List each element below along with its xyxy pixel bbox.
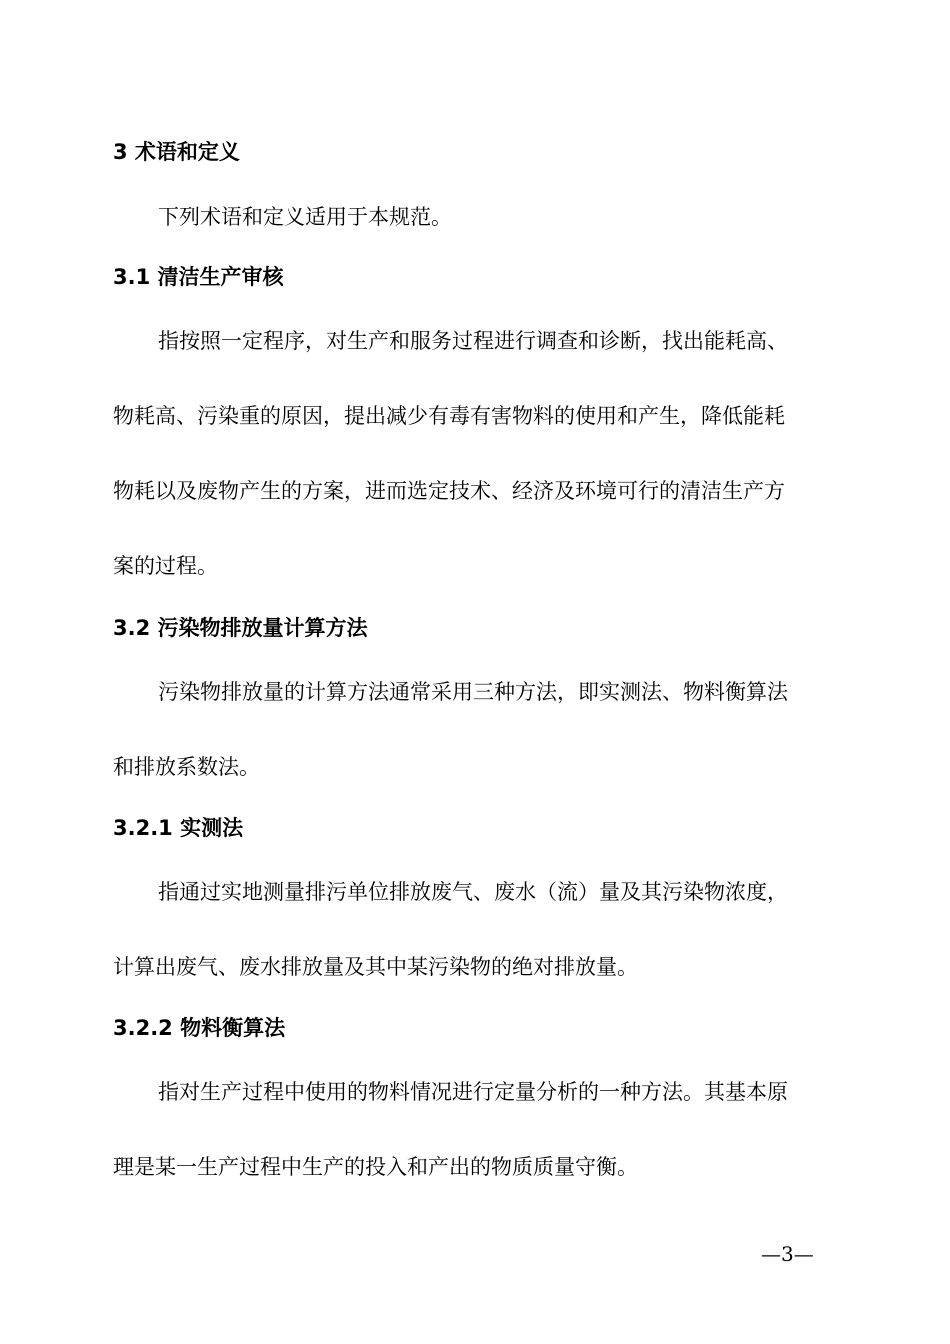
paragraph-line: 案的过程。 [113,554,218,578]
section-heading-3: 3 术语和定义 [113,140,240,164]
paragraph-line: 物耗以及废物产生的方案，进而选定技术、经济及环境可行的清洁生产方 [113,479,785,503]
section-heading-3-2-1: 3.2.1 实测法 [113,816,244,840]
paragraph-line: 计算出废气、废水排放量及其中某污染物的绝对排放量。 [113,955,638,979]
paragraph-line: 和排放系数法。 [113,755,260,779]
page-number: —3— [761,1242,814,1266]
paragraph-line: 污染物排放量的计算方法通常采用三种方法，即实测法、物料衡算法 [158,680,788,704]
paragraph-line: 下列术语和定义适用于本规范。 [158,205,452,229]
paragraph-line: 理是某一生产过程中生产的投入和产出的物质质量守衡。 [113,1155,638,1179]
paragraph-line: 指对生产过程中使用的物料情况进行定量分析的一种方法。其基本原 [158,1080,788,1104]
section-heading-3-2-2: 3.2.2 物料衡算法 [113,1016,286,1040]
section-heading-3-2: 3.2 污染物排放量计算方法 [113,616,368,640]
paragraph-line: 指按照一定程序，对生产和服务过程进行调查和诊断，找出能耗高、 [158,329,788,353]
paragraph-line: 物耗高、污染重的原因，提出减少有毒有害物料的使用和产生，降低能耗 [113,404,785,428]
section-heading-3-1: 3.1 清洁生产审核 [113,265,284,289]
paragraph-line: 指通过实地测量排污单位排放废气、废水（流）量及其污染物浓度， [158,880,788,904]
